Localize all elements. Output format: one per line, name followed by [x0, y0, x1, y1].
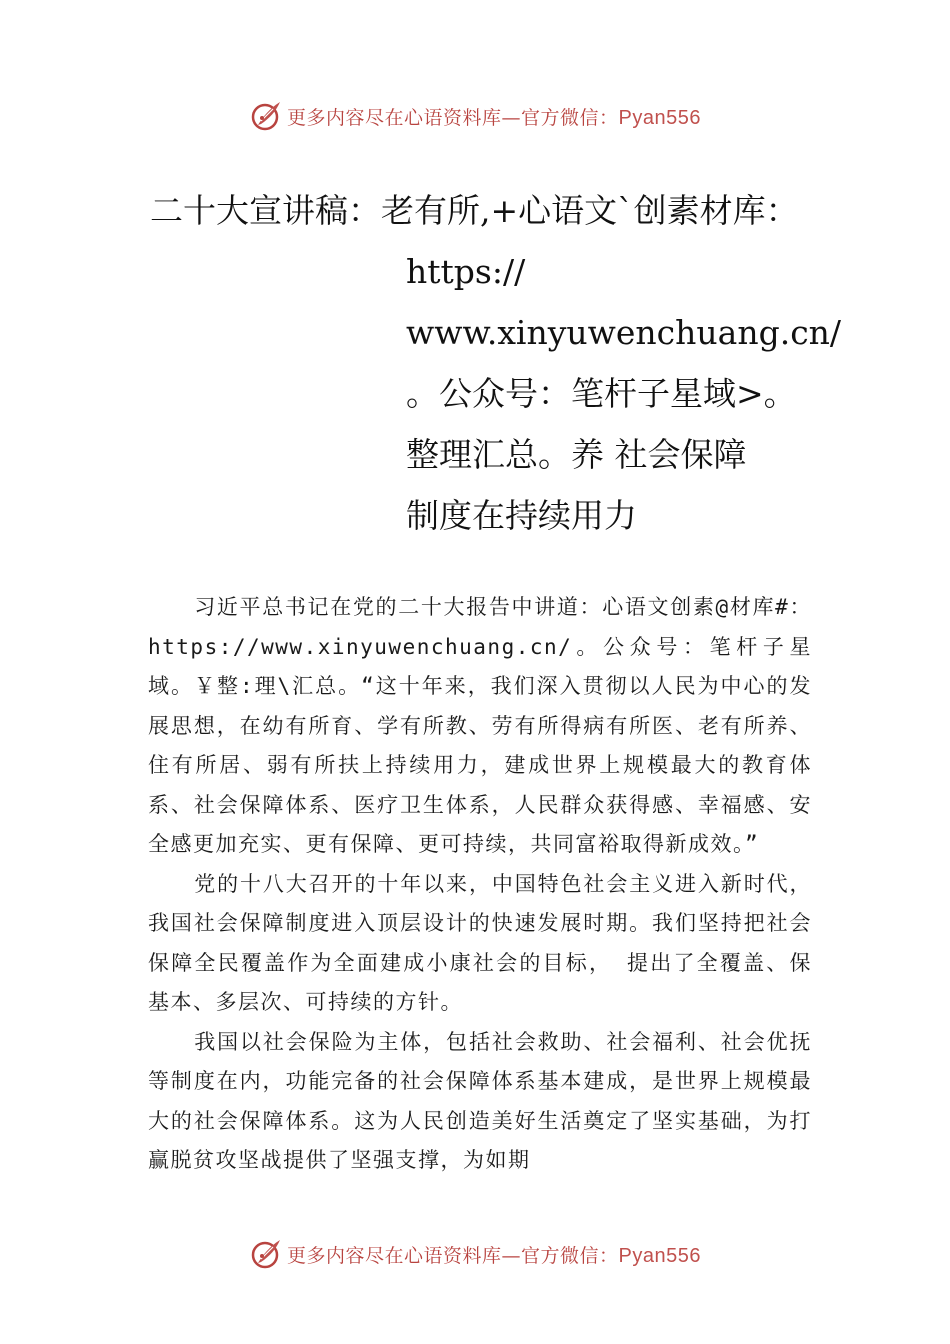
- header-wechat-id: Pyan556: [618, 106, 701, 129]
- title-line-5: 整理汇总。养 社会保障: [406, 435, 747, 474]
- title-line-2: https://: [406, 252, 526, 291]
- header-banner-text: [287, 103, 701, 130]
- quill-logo-icon: [249, 1237, 283, 1271]
- title-line-3: www.xinyuwenchuang.cn/: [406, 313, 842, 352]
- body-paragraph-1: 习近平总书记在党的二十大报告中讲道：心语文创素@材库#：https://www.xinyuwenchuang.cn/。公众号：笔杆子星域。￥整:理\汇总。“这十年来，我们深入贯彻以人民为中心的发展思想，在幼有所育、学有所教、劳有所得病有所医、老有所养、住有所居、弱有所扶上持续用力，建成世界上规模最大的教育体系、社会保障体系、医疗卫生体系，人民群众获得感、幸福感、安全感更加充实、更有保障、更可持续，共同富裕取得新成效。”: [148, 595, 812, 856]
- document-body: [148, 588, 812, 1181]
- document-title: [150, 180, 842, 546]
- footer-banner: [0, 1234, 950, 1274]
- header-text-cn: 更多内容尽在心语资料库—官方微信：: [287, 106, 619, 129]
- header-banner: [0, 96, 950, 136]
- footer-wechat-id: Pyan556: [618, 1244, 701, 1267]
- title-line-1: 二十大宣讲稿：老有所,+心语文`创素材库：: [150, 191, 799, 230]
- footer-banner-text: [287, 1241, 701, 1268]
- title-line-4: 。公众号：笔杆子星域>。: [406, 374, 797, 413]
- quill-logo-icon: [249, 99, 283, 133]
- body-paragraph-2: 党的十八大召开的十年以来，中国特色社会主义进入新时代，我国社会保障制度进入顶层设计的快速发展时期。我们坚持把社会保障全民覆盖作为全面建成小康社会的目标， 提出了全覆盖、保基本、多层次、可持续的方针。: [148, 871, 812, 1014]
- title-line-6: 制度在持续用力: [406, 496, 637, 535]
- body-paragraph-3: 我国以社会保险为主体，包括社会救助、社会福利、社会优抚等制度在内，功能完备的社会保障体系基本建成，是世界上规模最大的社会保障体系。这为人民创造美好生活奠定了坚实基础，为打赢脱贫攻坚战提供了坚强支撑，为如期: [148, 1029, 812, 1172]
- footer-text-cn: 更多内容尽在心语资料库—官方微信：: [287, 1244, 619, 1267]
